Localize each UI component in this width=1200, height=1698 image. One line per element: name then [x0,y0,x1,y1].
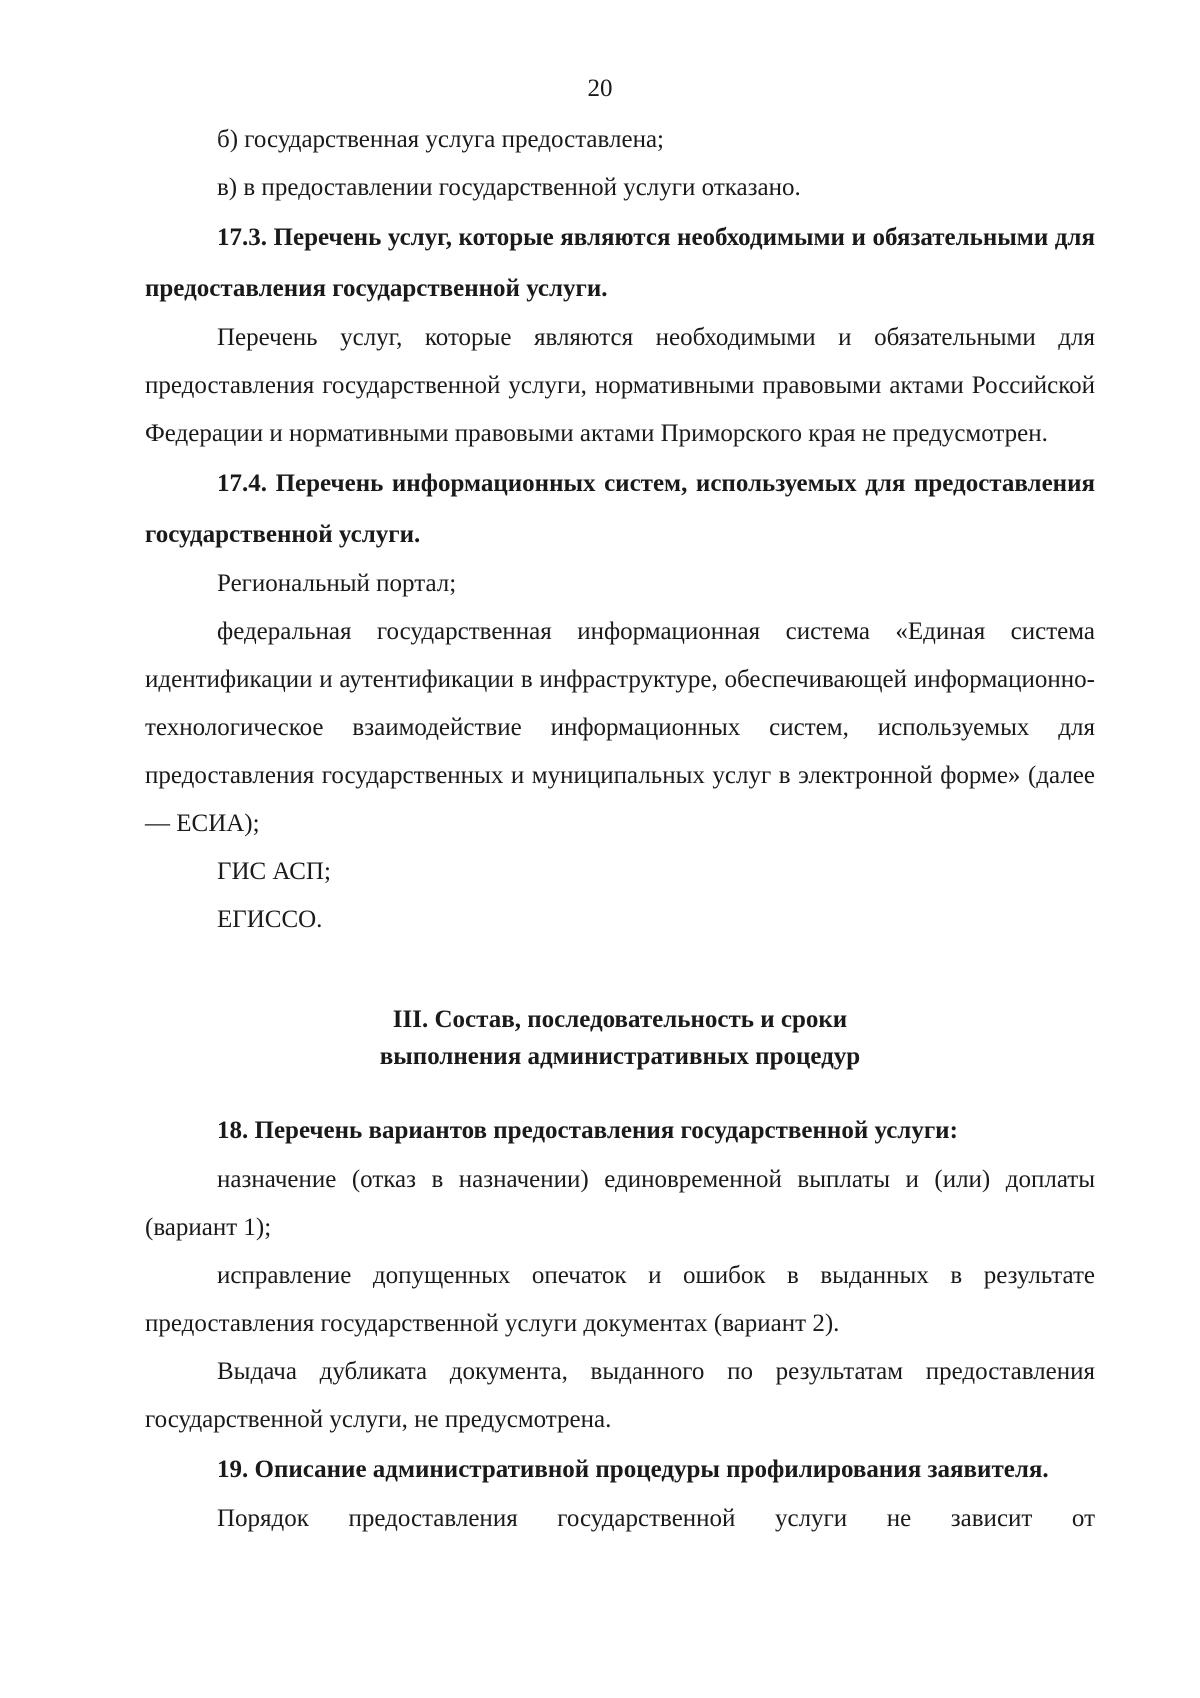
list-item-gis-asp: ГИС АСП; [217,858,331,885]
list-item-variant-1: назначение (отказ в назначении) единовременной выплаты и (или) доплаты (вариант 1); [145,1166,1095,1241]
list-item-esia: федеральная государственная информационная система «Единая система идентификации и аутентификации в инфраструктуре, обеспечивающей информационно-технологическое взаимодействие информационных систем, используемых для предоставления государственных и муниципальных услуг в электронной форме» (далее — ЕСИА); [145,618,1095,837]
paragraph-17-3-body: Перечень услуг, которые являются необходимыми и обязательными для предоставления государственной услуги, нормативными правовыми актами Российской Федерации и нормативными правовыми актами Приморского края не предусмотрен. [145,324,1095,447]
paragraph-duplicate-note: Выдача дубликата документа, выданного по результатам предоставления государственной услуги, не предусмотрена. [145,1358,1095,1433]
list-item-egisso: ЕГИССО. [217,906,323,933]
paragraph-19-body: Порядок предоставления государственной услуги не зависит от [217,1505,1095,1532]
list-item-result-b: б) государственная услуга предоставлена; [217,126,664,153]
document-body [145,116,1095,1543]
heading-19: 19. Описание административной процедуры профилирования заявителя. [217,1456,1049,1483]
list-item-regional-portal: Региональный портал; [217,570,457,597]
page-number: 20 [587,75,613,102]
section-iii-title-line-2: выполнения административных процедур [379,1043,861,1070]
list-item-result-c: в) в предоставлении государственной услуги отказано. [217,174,801,201]
list-item-variant-2: исправление допущенных опечаток и ошибок в выданных в результате предоставления государственной услуги документах (вариант 2). [145,1262,1095,1337]
section-iii-title [145,1001,1095,1075]
heading-18: 18. Перечень вариантов предоставления государственной услуги: [217,1117,958,1144]
heading-17-3: 17.3. Перечень услуг, которые являются необходимыми и обязательными для предоставления государственной услуги. [145,224,1095,302]
heading-17-4: 17.4. Перечень информационных систем, используемых для предоставления государственной услуги. [145,470,1095,548]
section-iii-title-line-1: III. Состав, последовательность и сроки [392,1006,848,1033]
